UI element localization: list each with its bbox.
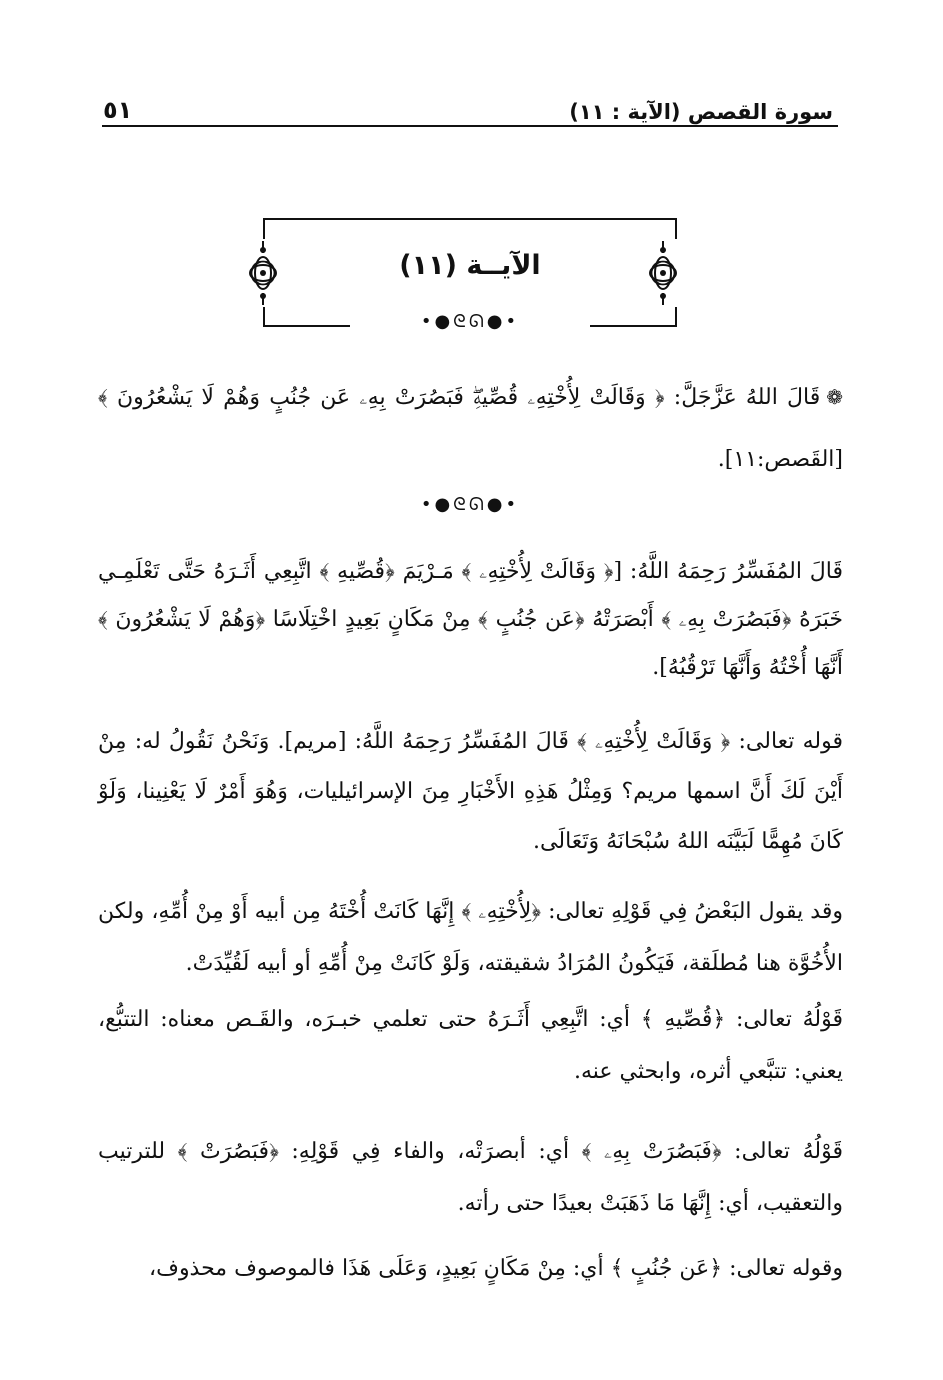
section-separator: •●ᘓᘏ●• (420, 311, 520, 332)
quran-verse-paragraph (98, 366, 843, 491)
verse-title: الآيــة (١١) (399, 250, 541, 281)
running-header-title: سورة القصص (الآية : ١١) (569, 100, 833, 124)
tafsir-quote-paragraph: قَالَ المُفَسِّرُ رَحِمَهُ اللَّهُ: [﴿ وَقَالَتْ لِأُخْتِهِۦ ﴾ مَـرْيَمَ ﴿قُصِّيهِ ﴾ اتَّبِعِي أَثَـرَهُ حَتَّى تَعْلَمِـي خَبَرَهُ ﴿فَبَصُرَتْ بِهِۦ ﴾ أَبْصَرَتْهُ ﴿عَن جُنُبٍ ﴾ مِنْ مَكَانٍ بَعِيدٍ اخْتِلَاسًا ﴿وَهُمْ لَا يَشْعُرُونَ ﴾ أَنَّهَا أُخْتُهُ وَأَنَّهَا تَرْقُبُهُ]. (98, 559, 843, 680)
commentary-paragraph: وقد يقول البَعْضُ فِي قَوْلِهِ تعالى: ﴿لِأُخْتِهِۦ ﴾ إِنَّهَا كَانَتْ أُخْتَهُ مِن أبيه أَوْ مِنْ أُمِّهِ، ولكن الأُخُوَّة هنا مُطلَقة، فَيَكُونُ المُرَادُ شقيقته، وَلَوْ كَانَتْ مِنْ أُمِّهِ أو أبيه لَقُيِّدَتْ. (98, 899, 843, 976)
flower-marker-icon: ❁ (826, 385, 843, 409)
commentary-paragraph: قوله تعالى: ﴿ وَقَالَتْ لِأُخْتِهِۦ ﴾ قَالَ المُفَسِّرُ رَحِمَهُ اللَّهُ: [مريم]. وَنَحْنُ نَقُولُ له: مِنْ أَيْنَ لَكَ أَنَّ اسمها مريم؟ وَمِثْلُ هَذِهِ الأَخْبَارِ مِنَ الإسرائيليات، وَهُوَ أَمْرٌ لَا يَعْنِينا، وَلَوْ كَانَ مُهِمًّا لَبَيَّنَه اللهُ سُبْحَانَهُ وَتَعَالَى. (98, 729, 844, 854)
commentary-paragraph: قَوْلُهُ تعالى: ﴿قُصِّيهِ ﴾ أي: اتَّبِعِي أَثَـرَهُ حتى تعلمي خبـرَه، والقَـص معناه: التتبُّع، يعني: تتبَّعي أثره، وابحثي عنه. (98, 1007, 843, 1084)
quran-verse-text: قَالَ اللهُ عَزَّجَلَّ: ﴿ وَقَالَتْ لِأُخْتِهِۦ قُصِّيهِۖ فَبَصُرَتْ بِهِۦ عَن جُنُبٍ وَهُمْ لَا يَشْعُرُونَ ﴾ [القَصص:١١]. (98, 385, 843, 472)
page-number: ٥١ (103, 96, 133, 124)
section-separator: •●ᘓᘏ●• (420, 494, 520, 515)
commentary-paragraph: قَوْلُهُ تعالى: ﴿فَبَصُرَتْ بِهِۦ ﴾ أي: أبصرَتْه، والفاء فِي قَوْلِهِ: ﴿فَبَصُرَتْ ﴾ للترتيب والتعقيب، أي: إِنَّهَا مَا ذَهَبَتْ بعيدًا حتى رأته. (98, 1139, 843, 1216)
header-rule (102, 125, 838, 127)
commentary-paragraph: وقوله تعالى: ﴿عَن جُنُبٍ ﴾ أي: مِنْ مَكَانٍ بَعِيدٍ، وَعَلَى هَذَا فالموصوف محذوف، (149, 1256, 843, 1281)
